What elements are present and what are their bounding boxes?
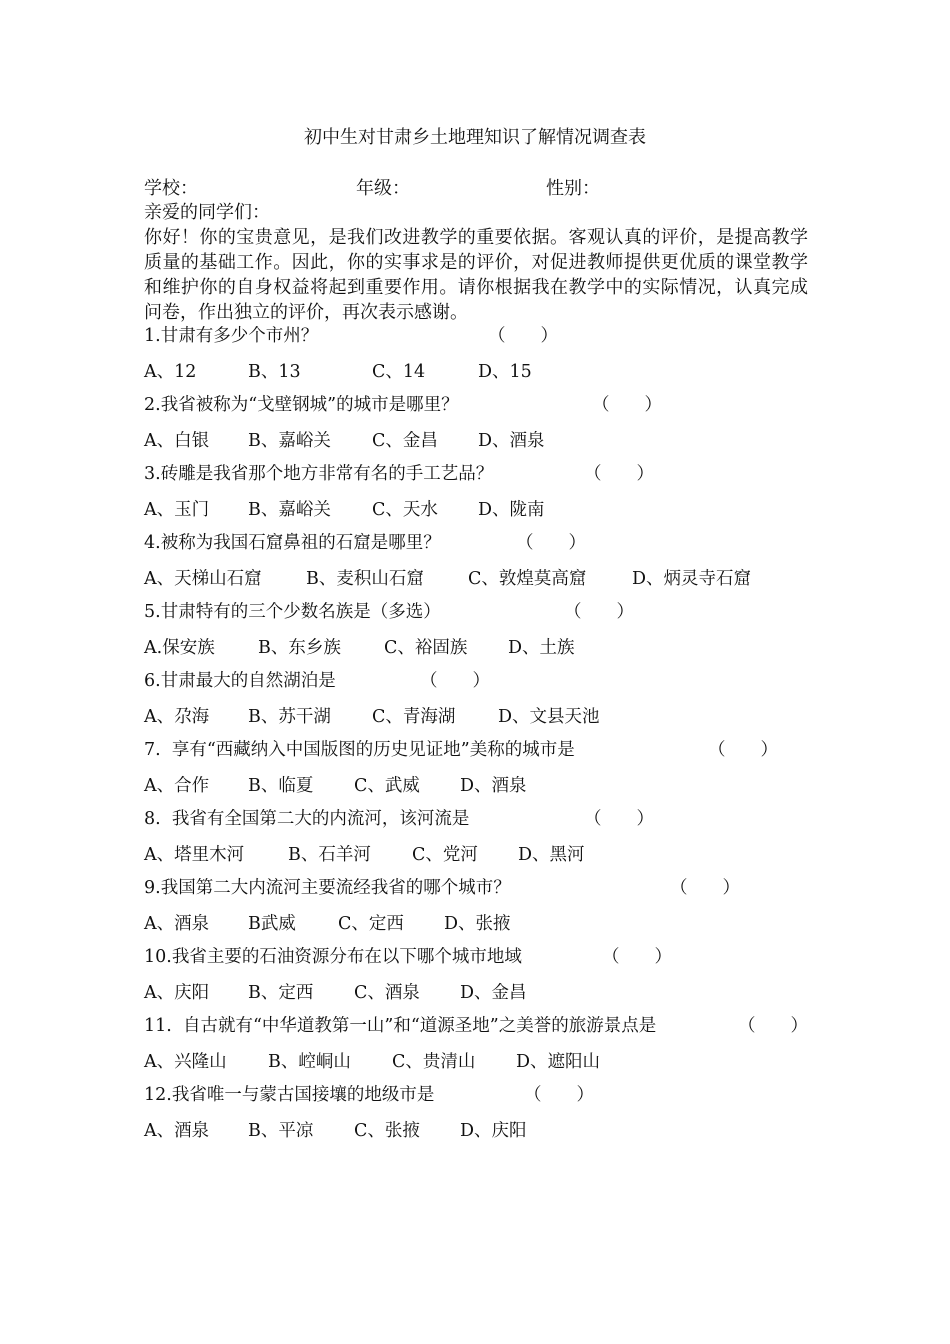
option-12b[interactable]: B、平凉 (248, 1121, 314, 1141)
option-2b[interactable]: B、嘉峪关 (248, 431, 331, 451)
option-9a[interactable]: A、酒泉 (144, 914, 210, 934)
option-9b[interactable]: B武威 (248, 914, 296, 934)
gender-label: 性别： (546, 178, 600, 199)
option-1a[interactable]: A、12 (144, 362, 197, 382)
question-1: 1.甘肃有多少个市州？ (144, 326, 319, 346)
answer-blank-4[interactable]: （ ） (516, 533, 586, 553)
option-3a[interactable]: A、玉门 (144, 500, 210, 520)
question-7: 7. 享有“西藏纳入中国版图的历史见证地”美称的城市是 (144, 740, 575, 760)
option-5d[interactable]: D、土族 (508, 638, 575, 658)
answer-blank-7[interactable]: （ ） (708, 740, 778, 760)
option-5a[interactable]: A.保安族 (144, 638, 215, 658)
question-10: 10.我省主要的石油资源分布在以下哪个城市地域 (144, 947, 522, 967)
option-5b[interactable]: B、东乡族 (258, 638, 341, 658)
option-12a[interactable]: A、酒泉 (144, 1121, 210, 1141)
answer-blank-1[interactable]: （ ） (488, 326, 558, 346)
question-12: 12.我省唯一与蒙古国接壤的地级市是 (144, 1085, 435, 1105)
option-6b[interactable]: B、苏干湖 (248, 707, 331, 727)
option-2d[interactable]: D、酒泉 (478, 431, 545, 451)
option-9c[interactable]: C、定西 (338, 914, 404, 934)
option-3d[interactable]: D、陇南 (478, 500, 545, 520)
option-8b[interactable]: B、石羊河 (288, 845, 371, 865)
option-6a[interactable]: A、尕海 (144, 707, 210, 727)
option-8d[interactable]: D、黑河 (518, 845, 585, 865)
grade-label: 年级： (356, 178, 410, 199)
question-5: 5.甘肃特有的三个少数名族是（多选） (144, 602, 441, 622)
option-8a[interactable]: A、塔里木河 (144, 845, 245, 865)
option-11a[interactable]: A、兴隆山 (144, 1052, 227, 1072)
option-4b[interactable]: B、麦积山石窟 (306, 569, 424, 589)
option-1d[interactable]: D、15 (478, 362, 532, 382)
option-2a[interactable]: A、白银 (144, 431, 210, 451)
answer-blank-8[interactable]: （ ） (584, 809, 654, 829)
answer-blank-12[interactable]: （ ） (524, 1085, 594, 1105)
option-4c[interactable]: C、敦煌莫高窟 (468, 569, 587, 589)
option-5c[interactable]: C、裕固族 (384, 638, 468, 658)
option-9d[interactable]: D、张掖 (444, 914, 511, 934)
option-11d[interactable]: D、遮阳山 (516, 1052, 601, 1072)
option-7c[interactable]: C、武威 (354, 776, 420, 796)
school-label: 学校： (144, 178, 198, 199)
option-3b[interactable]: B、嘉峪关 (248, 500, 331, 520)
answer-blank-2[interactable]: （ ） (592, 395, 662, 415)
option-6c[interactable]: C、青海湖 (372, 707, 456, 727)
option-10d[interactable]: D、金昌 (460, 983, 527, 1003)
option-11b[interactable]: B、崆峒山 (268, 1052, 351, 1072)
question-9: 9.我国第二大内流河主要流经我省的哪个城市？ (144, 878, 511, 898)
answer-blank-6[interactable]: （ ） (420, 671, 490, 691)
option-6d[interactable]: D、文县天池 (498, 707, 600, 727)
option-10a[interactable]: A、庆阳 (144, 983, 210, 1003)
question-8: 8. 我省有全国第二大的内流河，该河流是 (144, 809, 470, 829)
greeting: 亲爱的同学们： (144, 202, 270, 223)
answer-blank-10[interactable]: （ ） (602, 947, 672, 967)
option-7b[interactable]: B、临夏 (248, 776, 314, 796)
answer-blank-9[interactable]: （ ） (670, 878, 740, 898)
question-4: 4.被称为我国石窟鼻祖的石窟是哪里？ (144, 533, 441, 553)
option-12d[interactable]: D、庆阳 (460, 1121, 527, 1141)
option-1c[interactable]: C、14 (372, 362, 426, 382)
option-8c[interactable]: C、党河 (412, 845, 478, 865)
answer-blank-5[interactable]: （ ） (564, 602, 634, 622)
answer-blank-3[interactable]: （ ） (584, 464, 654, 484)
option-7a[interactable]: A、合作 (144, 776, 210, 796)
option-10b[interactable]: B、定西 (248, 983, 314, 1003)
option-11c[interactable]: C、贵清山 (392, 1052, 476, 1072)
option-2c[interactable]: C、金昌 (372, 431, 438, 451)
question-2: 2.我省被称为“戈壁钢城”的城市是哪里？ (144, 395, 459, 415)
option-1b[interactable]: B、13 (248, 362, 301, 382)
question-3: 3.砖雕是我省那个地方非常有名的手工艺品？ (144, 464, 494, 484)
question-6: 6.甘肃最大的自然湖泊是 (144, 671, 336, 691)
option-12c[interactable]: C、张掖 (354, 1121, 420, 1141)
intro-paragraph: 你好！你的宝贵意见，是我们改进教学的重要依据。客观认真的评价，是提高教学质量的基础工作。因此，你的实事求是的评价，对促进教师提供更优质的课堂教学和维护你的自身权益将起到重要作用。请你根据我在教学中的实际情况，认真完成问卷，作出独立的评价，再次表示感谢。 (144, 227, 808, 323)
option-7d[interactable]: D、酒泉 (460, 776, 527, 796)
option-10c[interactable]: C、酒泉 (354, 983, 420, 1003)
page-title: 初中生对甘肃乡土地理知识了解情况调查表 (304, 127, 646, 148)
answer-blank-11[interactable]: （ ） (738, 1016, 808, 1036)
option-3c[interactable]: C、天水 (372, 500, 438, 520)
question-11: 11. 自古就有“中华道教第一山”和“道源圣地”之美誉的旅游景点是 (144, 1016, 657, 1036)
option-4a[interactable]: A、天梯山石窟 (144, 569, 262, 589)
option-4d[interactable]: D、炳灵寺石窟 (632, 569, 752, 589)
